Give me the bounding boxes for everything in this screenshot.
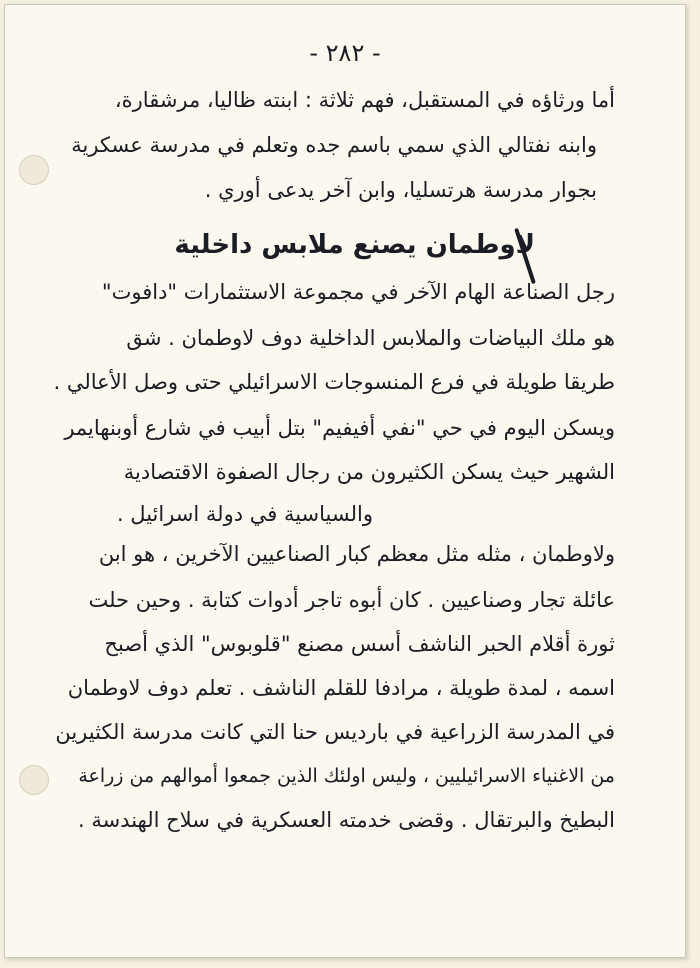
body-line: ثورة أقلام الحبر الناشف أسس مصنع "قلوبوس" الذي أصبح (104, 632, 615, 656)
section-heading: لاوطمان يصنع ملابس داخلية (174, 230, 535, 260)
punch-hole-top (19, 155, 49, 185)
body-line: من الاغنياء الاسرائيليين ، وليس اولئك الذين جمعوا أموالهم من زراعة (78, 765, 615, 787)
punch-hole-bottom (19, 765, 49, 795)
body-line: ولاوطمان ، مثله مثل معظم كبار الصناعيين الآخرين ، هو ابن (98, 542, 615, 566)
body-line: هو ملك البياضات والملابس الداخلية دوف لاوطمان . شق (126, 326, 615, 350)
body-line: البطيخ والبرتقال . وقضى خدمته العسكرية في سلاح الهندسة . (77, 808, 615, 832)
body-line: والسياسية في دولة اسرائيل . (116, 502, 373, 526)
body-line: رجل الصناعة الهام الآخر في مجموعة الاستثمارات "دافوت" (101, 280, 615, 304)
body-line: ويسكن اليوم في حي "نفي أفيفيم" بتل أبيب في شارع أوبنهايمر (64, 416, 615, 440)
body-line: عائلة تجار وصناعيين . كان أبوه تاجر أدوات كتابة . وحين حلت (88, 588, 615, 612)
manuscript-page (4, 4, 686, 958)
body-line: اسمه ، لمدة طويلة ، مرادفا للقلم الناشف . تعلم دوف لاوطمان (67, 676, 615, 700)
intro-line: وابنه نفتالي الذي سمي باسم جده وتعلم في مدرسة عسكرية (71, 133, 597, 157)
body-line: في المدرسة الزراعية في بارديس حنا التي كانت مدرسة الكثيرين (55, 720, 615, 744)
body-line: الشهير حيث يسكن الكثيرون من رجال الصفوة الاقتصادية (123, 460, 615, 484)
page-number: - ٢٨٢ - (309, 39, 381, 67)
body-line: طريقا طويلة في فرع المنسوجات الاسرائيلي حتى وصل الأعالي . (53, 370, 615, 394)
intro-line: أما ورثاؤه في المستقبل، فهم ثلاثة : ابنته ظاليا، مرشقارة، (114, 88, 615, 112)
intro-line: بجوار مدرسة هرتسليا، وابن آخر يدعى أوري . (204, 178, 597, 202)
